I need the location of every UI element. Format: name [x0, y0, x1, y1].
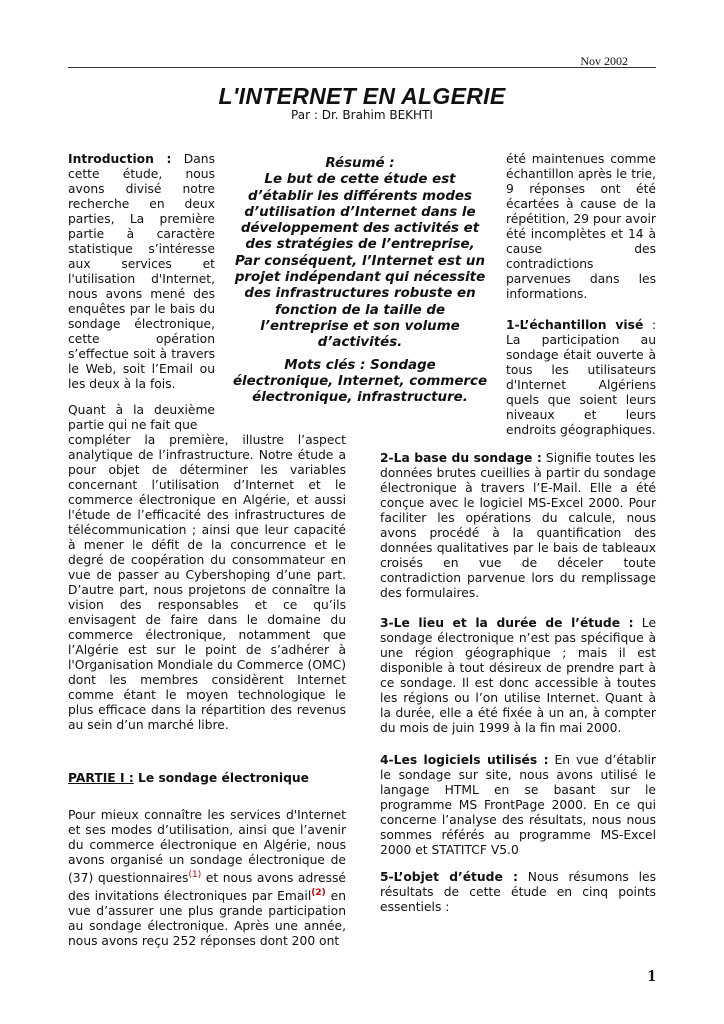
section-2-label: 2-La base du sondage : [380, 451, 542, 465]
section-1-label: 1-L’échantillon visé [506, 318, 644, 332]
intro-paragraph [68, 152, 215, 392]
intro-text: Dans cette étude, nous avons divisé notre recherche en deux parties, La première partie à caractère statistique s’intéresse aux services et l'utilisation d'Internet, nous avons mené des enquêtes par le bais du sondage électronique, cette opération s’effectue soit à travers le Web, soit l’Email ou les deux à la fois. [68, 152, 215, 391]
header-date: Nov 2002 [580, 54, 628, 68]
abstract-box [232, 156, 488, 406]
col3-text: été maintenues comme échantillon après le trie, 9 réponses ont été écartées à cause de la répétition, 29 pour avoir été incomplètes et 14 à cause des contradictions parvenues dans les informations. [506, 152, 656, 301]
footnote-ref-2: (2) [311, 888, 326, 899]
part-label: PARTIE I : [68, 771, 134, 785]
section-3-text: Le sondage électronique n’est pas spécifique à une région géographique ; mais il est disponible à tout désireux de prendre part à ce sondage. Il est donc accessible à toutes les régions ou l’on utilise Internet. Quant à la durée, elle a été fixée à un an, à compter du mois de juin 1999 à la fin mai 2000. [380, 616, 657, 735]
abstract-heading: Résumé : [325, 156, 395, 171]
section-2 [380, 451, 656, 601]
page-number: 1 [647, 966, 656, 985]
section-2-text: Signifie toutes les données brutes cueillies à partir du sondage électronique à travers l’E-Mail. Elle a été conçue avec le logiciel MS-Excel 2000. Pour faciliter les opérations du calcule, nous avons procédé à la quantification des données qualitatives par le bais de tableaux croisés en vue de déceler toute contradiction parvenue lors du remplissage des formulaires. [380, 451, 656, 600]
section-4 [380, 753, 656, 858]
part-title: Le sondage électronique [133, 771, 309, 785]
para2-start-text: Quant à la deuxième partie qui ne fait que [68, 403, 215, 432]
section-5-label: 5-L’objet d’étude : [380, 870, 518, 884]
para3-b: et nous avons adressé des invitations électroniques par Email [68, 871, 346, 904]
section-1-text: : La participation au sondage était ouverte à tous les utilisateurs d'Internet Algériens quels que soient leurs niveaux et leurs endroits géographiques. [506, 318, 656, 437]
para3-c: en vue d’assurer une plus grande participation au sondage électronique. Après une année, nous avons reçu 252 réponses dont 200 ont [68, 889, 346, 949]
section-4-text: En vue d’établir le sondage sur site, nous avons utilisé le langage HTML en se basant sur le programme MS FrontPage 2000. En ce qui concerne l’analyse des résultats, nous nous sommes référés au programme MS-Excel 2000 et STATITCF V5.0 [380, 753, 656, 857]
section-5-text: Nous résumons les résultats de cette étude en cinq points essentiels : [380, 870, 656, 914]
page-title: L'INTERNET EN ALGERIE [218, 83, 506, 109]
abstract-body: Le but de cette étude est d’établir les différents modes d’utilisation d’Internet dans le développement des activités et des stratégies de l’entreprise, Par conséquent, l’Internet est un projet indépendant qui nécessite des infrastructures robuste en fonction de la taille de l’entreprise et son volume d’activités. [234, 172, 486, 351]
para3-a: Pour mieux connaître les services d'Internet et ses modes d’utilisation, ainsi que l’avenir du commerce électronique en Algérie, nous avons organisé un sondage électronique de (37) questionnaires [68, 808, 346, 886]
section-4-label: 4-Les logiciels utilisés : [380, 753, 549, 767]
section-3-label: 3-Le lieu et la durée de l’étude : [380, 616, 634, 630]
footnote-ref-1: (1) [188, 870, 202, 880]
para3 [68, 808, 346, 949]
para2-body [68, 433, 346, 733]
para2-rest-text: compléter la première, illustre l’aspect analytique de l’infrastructure. Notre étude a pour objet de déterminer les variables concernant l’utilisation d’Internet et le commerce électronique en Algérie, et aussi l'étude de l’efficacité des infrastructures de télécommunication ; ainsi que leur capacité à mener le défit de la concurrence et le degré de coopération du consommateur en vue de passer au Cybershoping d’une part. D’autre part, nous projetons de connaître la vision des responsables et ce qu’ils envisagent de faire dans le domaine du commerce électronique, notamment que l’Algérie est sur le point de s’adhérer à l'Organisation Mondiale du Commerce (OMC) dont les membres considèrent Internet comme étant le moyen technologique le plus efficace dans la répartition des revenus au sein d’un marché libre. [68, 433, 346, 732]
section-3 [380, 616, 656, 736]
section-1 [506, 318, 656, 438]
para2-start [68, 403, 215, 433]
col3-paragraph [506, 152, 656, 302]
author-line: Par : Dr. Brahim BEKHTI [291, 108, 433, 122]
header-rule [68, 67, 656, 68]
section-5 [380, 870, 656, 915]
intro-label: Introduction : [68, 152, 172, 166]
part-heading [68, 771, 346, 786]
abstract-keywords: Mots clés : Sondage électronique, Internet, commerce électronique, infrastructure. [232, 357, 488, 406]
